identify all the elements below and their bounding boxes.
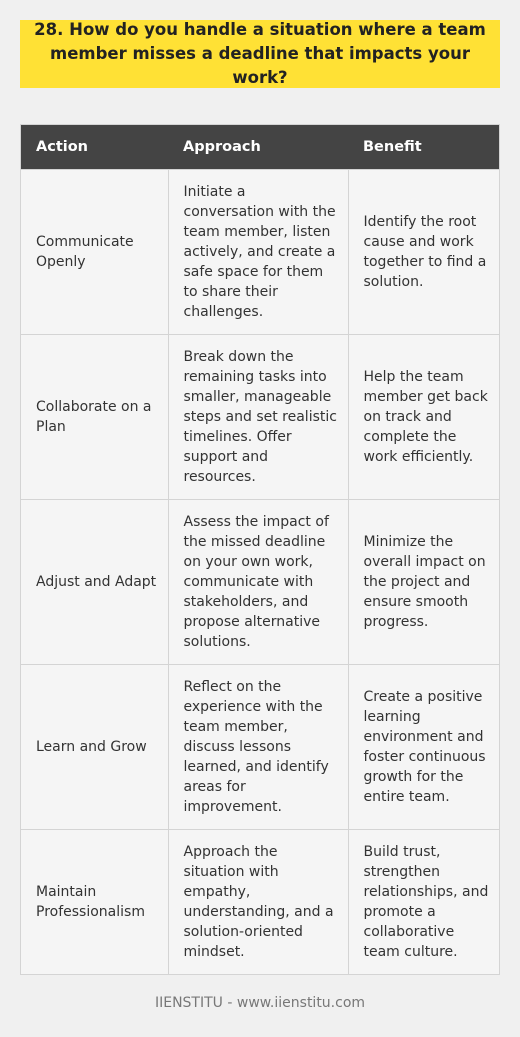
action-cell: Adjust and Adapt: [21, 499, 168, 664]
benefit-cell: Identify the root cause and work together to find a solution.: [348, 169, 499, 334]
column-header-action: Action: [21, 125, 168, 169]
approach-cell: Assess the impact of the missed deadline on your own work, communicate with stakeholders, and propose alternative solutions.: [168, 499, 348, 664]
footer-credit: IIENSTITU - www.iienstitu.com: [154, 995, 366, 1011]
benefit-cell: Minimize the overall impact on the project and ensure smooth progress.: [348, 499, 499, 664]
table-row: [21, 664, 499, 829]
table-row: [21, 169, 499, 334]
column-header-benefit: Benefit: [348, 125, 499, 169]
benefit-cell: Create a positive learning environment and foster continuous growth for the entire team.: [348, 664, 499, 829]
table-row: [21, 499, 499, 664]
approach-cell: Reflect on the experience with the team member, discuss lessons learned, and identify areas for improvement.: [168, 664, 348, 829]
table-row: [21, 334, 499, 499]
approach-cell: Break down the remaining tasks into smaller, manageable steps and set realistic timelines. Offer support and resources.: [168, 334, 348, 499]
column-header-approach: Approach: [168, 125, 348, 169]
benefit-cell: Build trust, strengthen relationships, and promote a collaborative team culture.: [348, 829, 499, 974]
benefit-cell: Help the team member get back on track and complete the work efficiently.: [348, 334, 499, 499]
action-cell: Collaborate on a Plan: [21, 334, 168, 499]
approach-cell: Initiate a conversation with the team member, listen actively, and create a safe space for them to share their challenges.: [168, 169, 348, 334]
action-cell: Communicate Openly: [21, 169, 168, 334]
comparison-table: [20, 124, 500, 975]
page-title: 28. How do you handle a situation where a team member misses a deadline that impacts your work?: [20, 20, 500, 88]
action-cell: Learn and Grow: [21, 664, 168, 829]
action-cell: Maintain Professionalism: [21, 829, 168, 974]
approach-cell: Approach the situation with empathy, understanding, and a solution-oriented mindset.: [168, 829, 348, 974]
table-header-row: [21, 125, 499, 169]
table-row: [21, 829, 499, 974]
